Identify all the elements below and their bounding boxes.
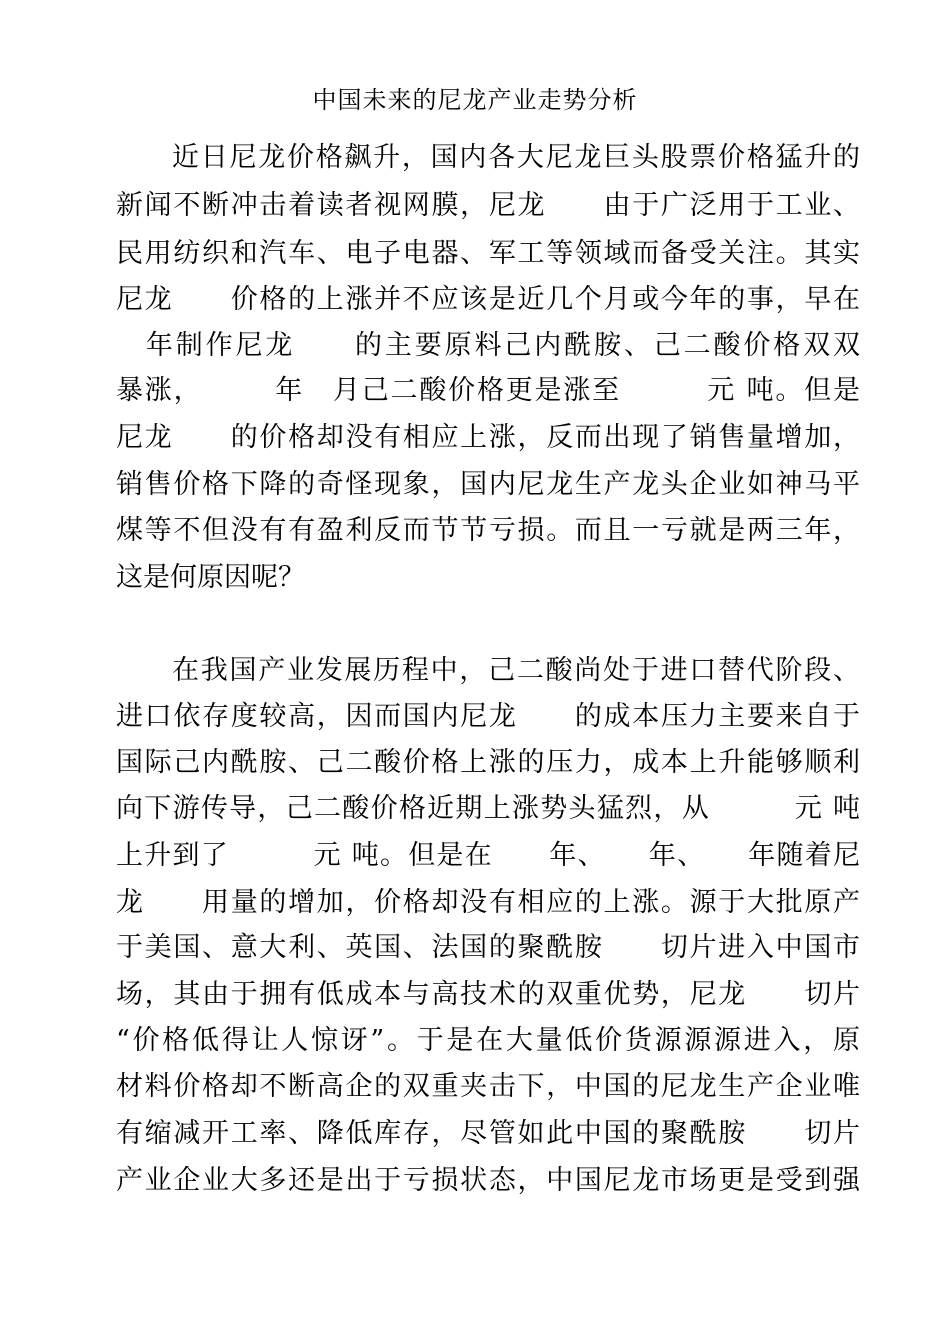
paragraph-1-line-3: 民用纺织和汽车、电子电器、军工等领域而备受关注。其实 <box>116 238 860 269</box>
paragraph-2-line-9: “价格低得让人惊讶”。于是在大量低价货源源源进入，原 <box>116 1025 860 1056</box>
paragraph-1-line-4: 尼龙 价格的上涨并不应该是近几个月或今年的事，早在 <box>116 284 860 315</box>
paragraph-1-line-5: 年制作尼龙 的主要原料己内酰胺、己二酸价格双双 <box>116 330 860 361</box>
document-title: 中国未来的尼龙产业走势分析 <box>312 86 638 114</box>
paragraph-1-line-7: 尼龙 的价格却没有相应上涨，反而出现了销售量增加， <box>116 422 860 453</box>
paragraph-2-line-5: 上升到了 元 吨。但是在 年、 年、 年随着尼 <box>116 840 860 871</box>
paragraph-2-line-12: 产业企业大多还是出于亏损状态，中国尼龙市场更是受到强 <box>116 1165 860 1196</box>
paragraph-2-line-10: 材料价格却不断高企的双重夹击下，中国的尼龙生产企业唯 <box>116 1071 860 1102</box>
paragraph-2-line-4: 向下游传导，己二酸价格近期上涨势头猛烈，从 元 吨 <box>116 793 860 824</box>
paragraph-1-line-1: 近日尼龙价格飙升，国内各大尼龙巨头股票价格猛升的 <box>172 142 860 173</box>
paragraph-1-line-8: 销售价格下降的奇怪现象，国内尼龙生产龙头企业如神马平 <box>116 469 860 500</box>
paragraph-2-line-6: 龙 用量的增加，价格却没有相应的上涨。源于大批原产 <box>116 887 860 918</box>
paragraph-2-line-3: 国际己内酰胺、己二酸价格上涨的压力，成本上升能够顺利 <box>116 747 860 778</box>
paragraph-2-line-11: 有缩减开工率、降低库存，尽管如此中国的聚酰胺 切片 <box>116 1118 860 1149</box>
paragraph-1-line-10: 这是何原因呢？ <box>116 562 305 593</box>
paragraph-2-line-2: 进口依存度较高，因而国内尼龙 的成本压力主要来自于 <box>116 701 860 732</box>
paragraph-1-line-9: 煤等不但没有有盈利反而节节亏损。而且一亏就是两三年， <box>116 515 860 546</box>
paragraph-2-line-1: 在我国产业发展历程中，己二酸尚处于进口替代阶段、 <box>172 655 860 686</box>
paragraph-2-line-8: 场，其由于拥有低成本与高技术的双重优势，尼龙 切片 <box>116 979 860 1010</box>
paragraph-1-line-2: 新闻不断冲击着读者视网膜，尼龙 由于广泛用于工业、 <box>116 190 860 221</box>
paragraph-1-line-6: 暴涨， 年 月己二酸价格更是涨至 元 吨。但是 <box>116 375 860 406</box>
paragraph-2-line-7: 于美国、意大利、英国、法国的聚酰胺 切片进入中国市 <box>116 932 860 963</box>
